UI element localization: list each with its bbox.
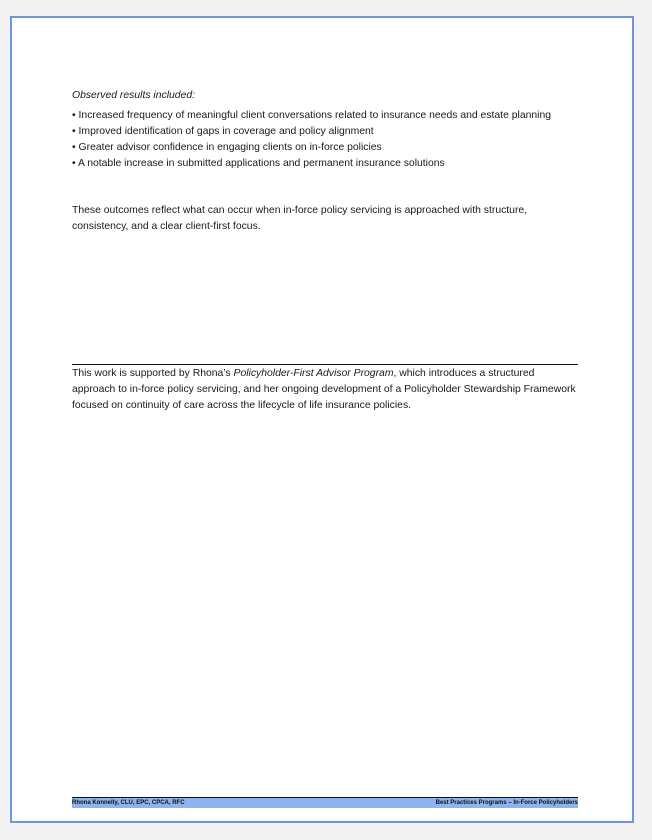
page-footer [72,797,578,808]
support-text-start: This work is supported by Rhona’s [72,368,234,379]
section-heading: Observed results included: [72,90,196,101]
footer-author: Rhona Konnelly, CLU, EPC, CPCA, RFC [72,800,185,806]
results-list [72,108,582,172]
list-item: • Increased frequency of meaningful client conversations related to insurance needs and estate planning [72,110,552,121]
list-item: • A notable increase in submitted applications and permanent insurance solutions [72,158,445,169]
support-paragraph [72,366,580,414]
program-name: Policyholder-First Advisor Program [233,368,394,379]
divider [72,364,578,365]
list-item: • Greater advisor confidence in engaging clients on in-force policies [72,142,382,153]
list-item: • Improved identification of gaps in coverage and policy alignment [72,126,374,137]
support-text-end: , which introduces a structured approach to in-force policy servicing, and her ongoing development of a Policyholder Stewardship Framework focused on continuity of care across the lifecycle of life insurance policies. [72,368,576,411]
outcomes-paragraph: These outcomes reflect what can occur when in-force policy servicing is approached with structure, consistency, and a clear client-first focus. [72,205,528,232]
footer-title: Best Practices Programs – In-Force Policyholders [435,800,578,806]
